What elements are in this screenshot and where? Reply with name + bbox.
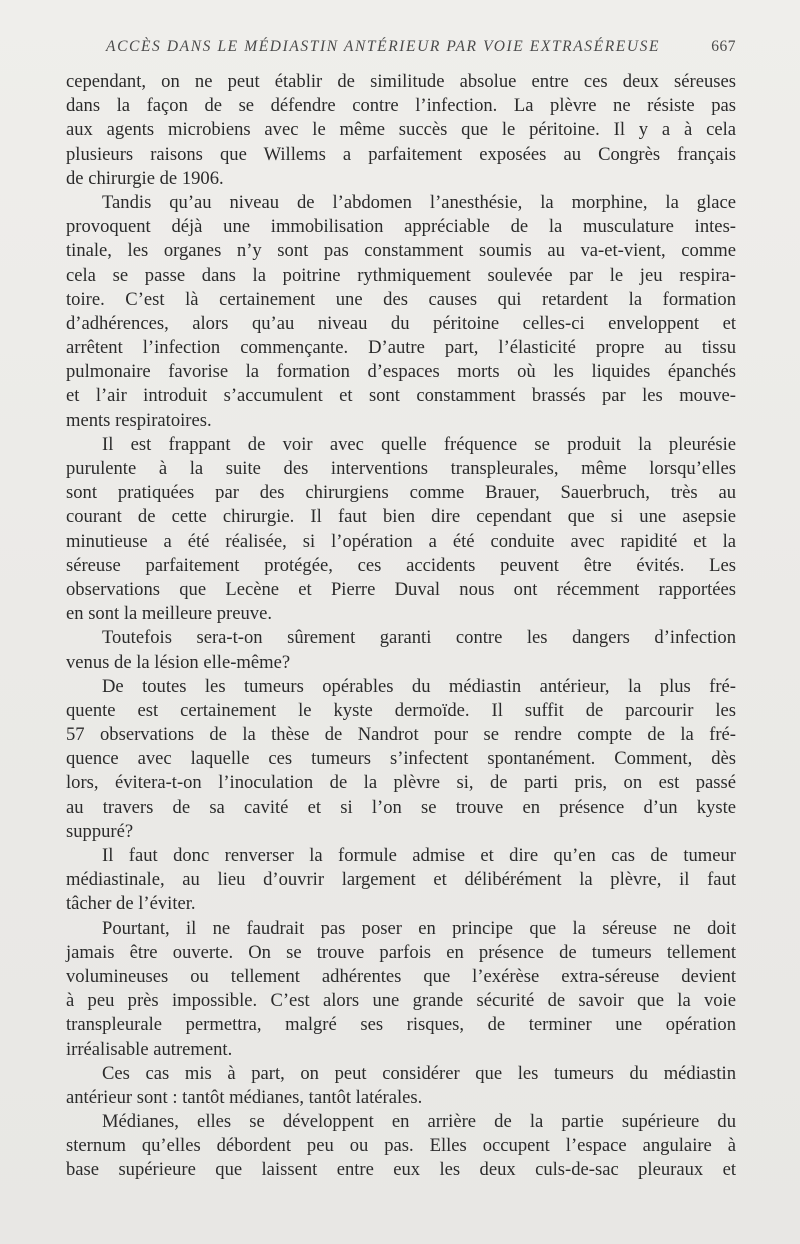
text-line: purulente à la suite des interventions transpleurales, même lorsqu’elles [66, 458, 736, 479]
text-line: Tandis qu’au niveau de l’abdomen l’anesthésie, la morphine, la glace [102, 191, 736, 213]
text-line: minutieuse a été réalisée, si l’opération a été conduite avec rapidité et la [66, 530, 736, 552]
text-line: au travers de sa cavité et si l’on se trouve en présence d’un kyste [66, 796, 736, 818]
text-line: Il est frappant de voir avec quelle fréquence se produit la pleurésie [102, 433, 736, 455]
text-line: sternum qu’elles débordent peu ou pas. Elles occupent l’espace angulaire à [66, 1135, 736, 1157]
text-line: Médianes, elles se développent en arrière de la partie supérieure du [102, 1111, 736, 1133]
text-line: tinale, les organes n’y sont pas constamment soumis au va-et-vient, comme [66, 240, 736, 262]
text-line: quence avec laquelle ces tumeurs s’infectent spontanément. Comment, dès [66, 748, 736, 770]
paragraph [66, 433, 736, 627]
paragraph [66, 675, 736, 844]
text-line: cependant, on ne peut établir de similitude absolue entre ces deux séreuses [66, 71, 736, 92]
text-line: Il faut donc renverser la formule admise et dire qu’en cas de tumeur [102, 845, 736, 866]
running-head [62, 38, 736, 58]
text-line: provoquent déjà une immobilisation appréciable de la musculature intes- [66, 216, 736, 238]
text-line: antérieur sont : tantôt médianes, tantôt latérales. [66, 1086, 423, 1108]
text-line: toire. C’est là certainement une des causes qui retardent la formation [66, 288, 736, 310]
text-line: pulmonaire favorise la formation d’espaces morts où les liquides épanchés [66, 361, 736, 383]
text-line: base supérieure que laissent entre eux les deux culs-de-sac pleuraux et [66, 1159, 736, 1181]
body-text [66, 70, 736, 1183]
text-line: et l’air introduit s’accumulent et sont constamment brassés par les mouve- [66, 385, 736, 407]
text-line: ments respiratoires. [66, 409, 212, 431]
paragraph [66, 1110, 736, 1183]
text-line: d’adhérences, alors qu’au niveau du péritoine celles-ci enveloppent et [66, 312, 736, 334]
text-line: dans la façon de se défendre contre l’infection. La plèvre ne résiste pas [66, 95, 736, 117]
paragraph [66, 626, 736, 674]
text-line: venus de la lésion elle-même? [66, 651, 291, 673]
running-head-title: ACCÈS DANS LE MÉDIASTIN ANTÉRIEUR PAR VOIE EXTRASÉREUSE [106, 38, 661, 55]
text-line: jamais être ouverte. On se trouve parfois en présence de tumeurs tellement [66, 941, 736, 963]
text-line: séreuse parfaitement protégée, ces accidents peuvent être évités. Les [66, 554, 736, 576]
text-line: Ces cas mis à part, on peut considérer que les tumeurs du médiastin [102, 1062, 736, 1084]
text-line: lors, évitera-t-on l’inoculation de la plèvre si, de parti pris, on est passé [66, 772, 736, 794]
text-line: en sont la meilleure preuve. [66, 603, 273, 625]
text-line: aux agents microbiens avec le même succès que le péritoine. Il y a à cela [66, 119, 736, 141]
paragraph [66, 191, 736, 433]
paragraph [66, 1062, 736, 1110]
text-line: courant de cette chirurgie. Il faut bien dire cependant que si une asepsie [66, 506, 736, 528]
text-line: transpleurale permettra, malgré ses risques, de terminer une opération [66, 1014, 736, 1036]
text-line: suppuré? [66, 820, 134, 842]
text-line: quente est certainement le kyste dermoïde. Il suffit de parcourir les [66, 699, 736, 721]
text-line: volumineuses ou tellement adhérentes que l’exérèse extra-séreuse devient [66, 965, 736, 987]
paragraph [66, 844, 736, 917]
text-line: Toutefois sera-t-on sûrement garanti contre les dangers d’infection [102, 627, 736, 649]
paragraph [66, 70, 736, 191]
text-line: observations que Lecène et Pierre Duval nous ont récemment rapportées [66, 578, 736, 600]
text-line: Pourtant, il ne faudrait pas poser en principe que la séreuse ne doit [102, 917, 736, 939]
text-line: tâcher de l’éviter. [66, 893, 196, 915]
paragraph [66, 917, 736, 1062]
text-line: 57 observations de la thèse de Nandrot pour se rendre compte de la fré- [66, 724, 736, 746]
text-line: cela se passe dans la poitrine rythmiquement soulevée par le jeu respira- [66, 264, 736, 286]
text-line: arrêtent l’infection commençante. D’autre part, l’élasticité propre au tissu [66, 337, 736, 359]
text-line: à peu près impossible. C’est alors une grande sécurité de savoir que la voie [66, 990, 736, 1012]
text-line: plusieurs raisons que Willems a parfaitement exposées au Congrès français [66, 143, 736, 165]
text-line: irréalisable autrement. [66, 1038, 233, 1060]
text-line: sont pratiquées par des chirurgiens comme Brauer, Sauerbruch, très au [66, 482, 736, 504]
text-line: médiastinale, au lieu d’ouvrir largement et délibérément la plèvre, il faut [66, 869, 736, 891]
text-line: de chirurgie de 1906. [66, 167, 224, 189]
page-number: 667 [711, 38, 736, 55]
text-line: De toutes les tumeurs opérables du médiastin antérieur, la plus fré- [102, 675, 736, 697]
